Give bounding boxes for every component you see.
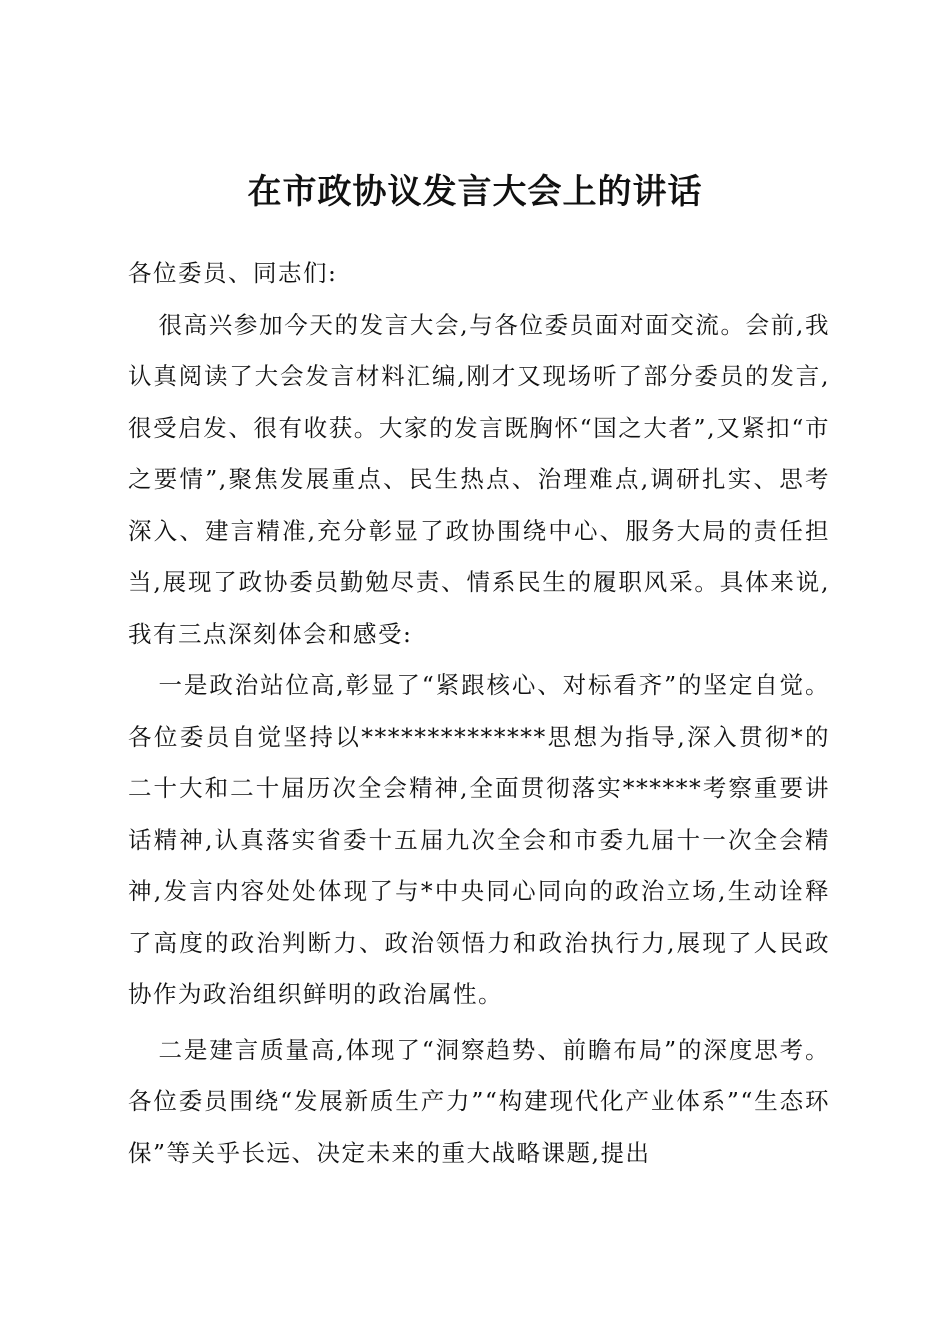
paragraph-intro: 很高兴参加今天的发言大会,与各位委员面对面交流。会前,我认真阅读了大会发言材料汇编,刚才又现场听了部分委员的发言,很受启发、很有收获。大家的发言既胸怀“国之大者”,又紧扣“市之要情”,聚焦发展重点、民生热点、治理难点,调研扎实、思考深入、建言精准,充分彰显了政协围绕中心、服务大局的责任担当,展现了政协委员勤勉尽责、情系民生的履职风采。具体来说,我有三点深刻体会和感受:: [128, 310, 830, 648]
salutation: 各位委员、同志们:: [128, 259, 338, 287]
paragraph-point-two: 二是建言质量高,体现了“洞察趋势、前瞻布局”的深度思考。各位委员围绕“发展新质生产力”“构建现代化产业体系”“生态环保”等关乎长远、决定未来的重大战略课题,提出: [128, 1035, 830, 1167]
document-body: [128, 248, 830, 1179]
paragraph-point-one: 一是政治站位高,彰显了“紧跟核心、对标看齐”的坚定自觉。各位委员自觉坚持以**************思想为指导,深入贯彻*的二十大和二十届历次全会精神,全面贯彻落实******考察重要讲话精神,认真落实省委十五届九次全会和市委九届十一次全会精神,发言内容处处体现了与*中央同心同向的政治立场,生动诠释了高度的政治判断力、政治领悟力和政治执行力,展现了人民政协作为政治组织鲜明的政治属性。: [128, 671, 830, 1008]
page-title: 在市政协议发言大会上的讲话: [247, 172, 703, 212]
